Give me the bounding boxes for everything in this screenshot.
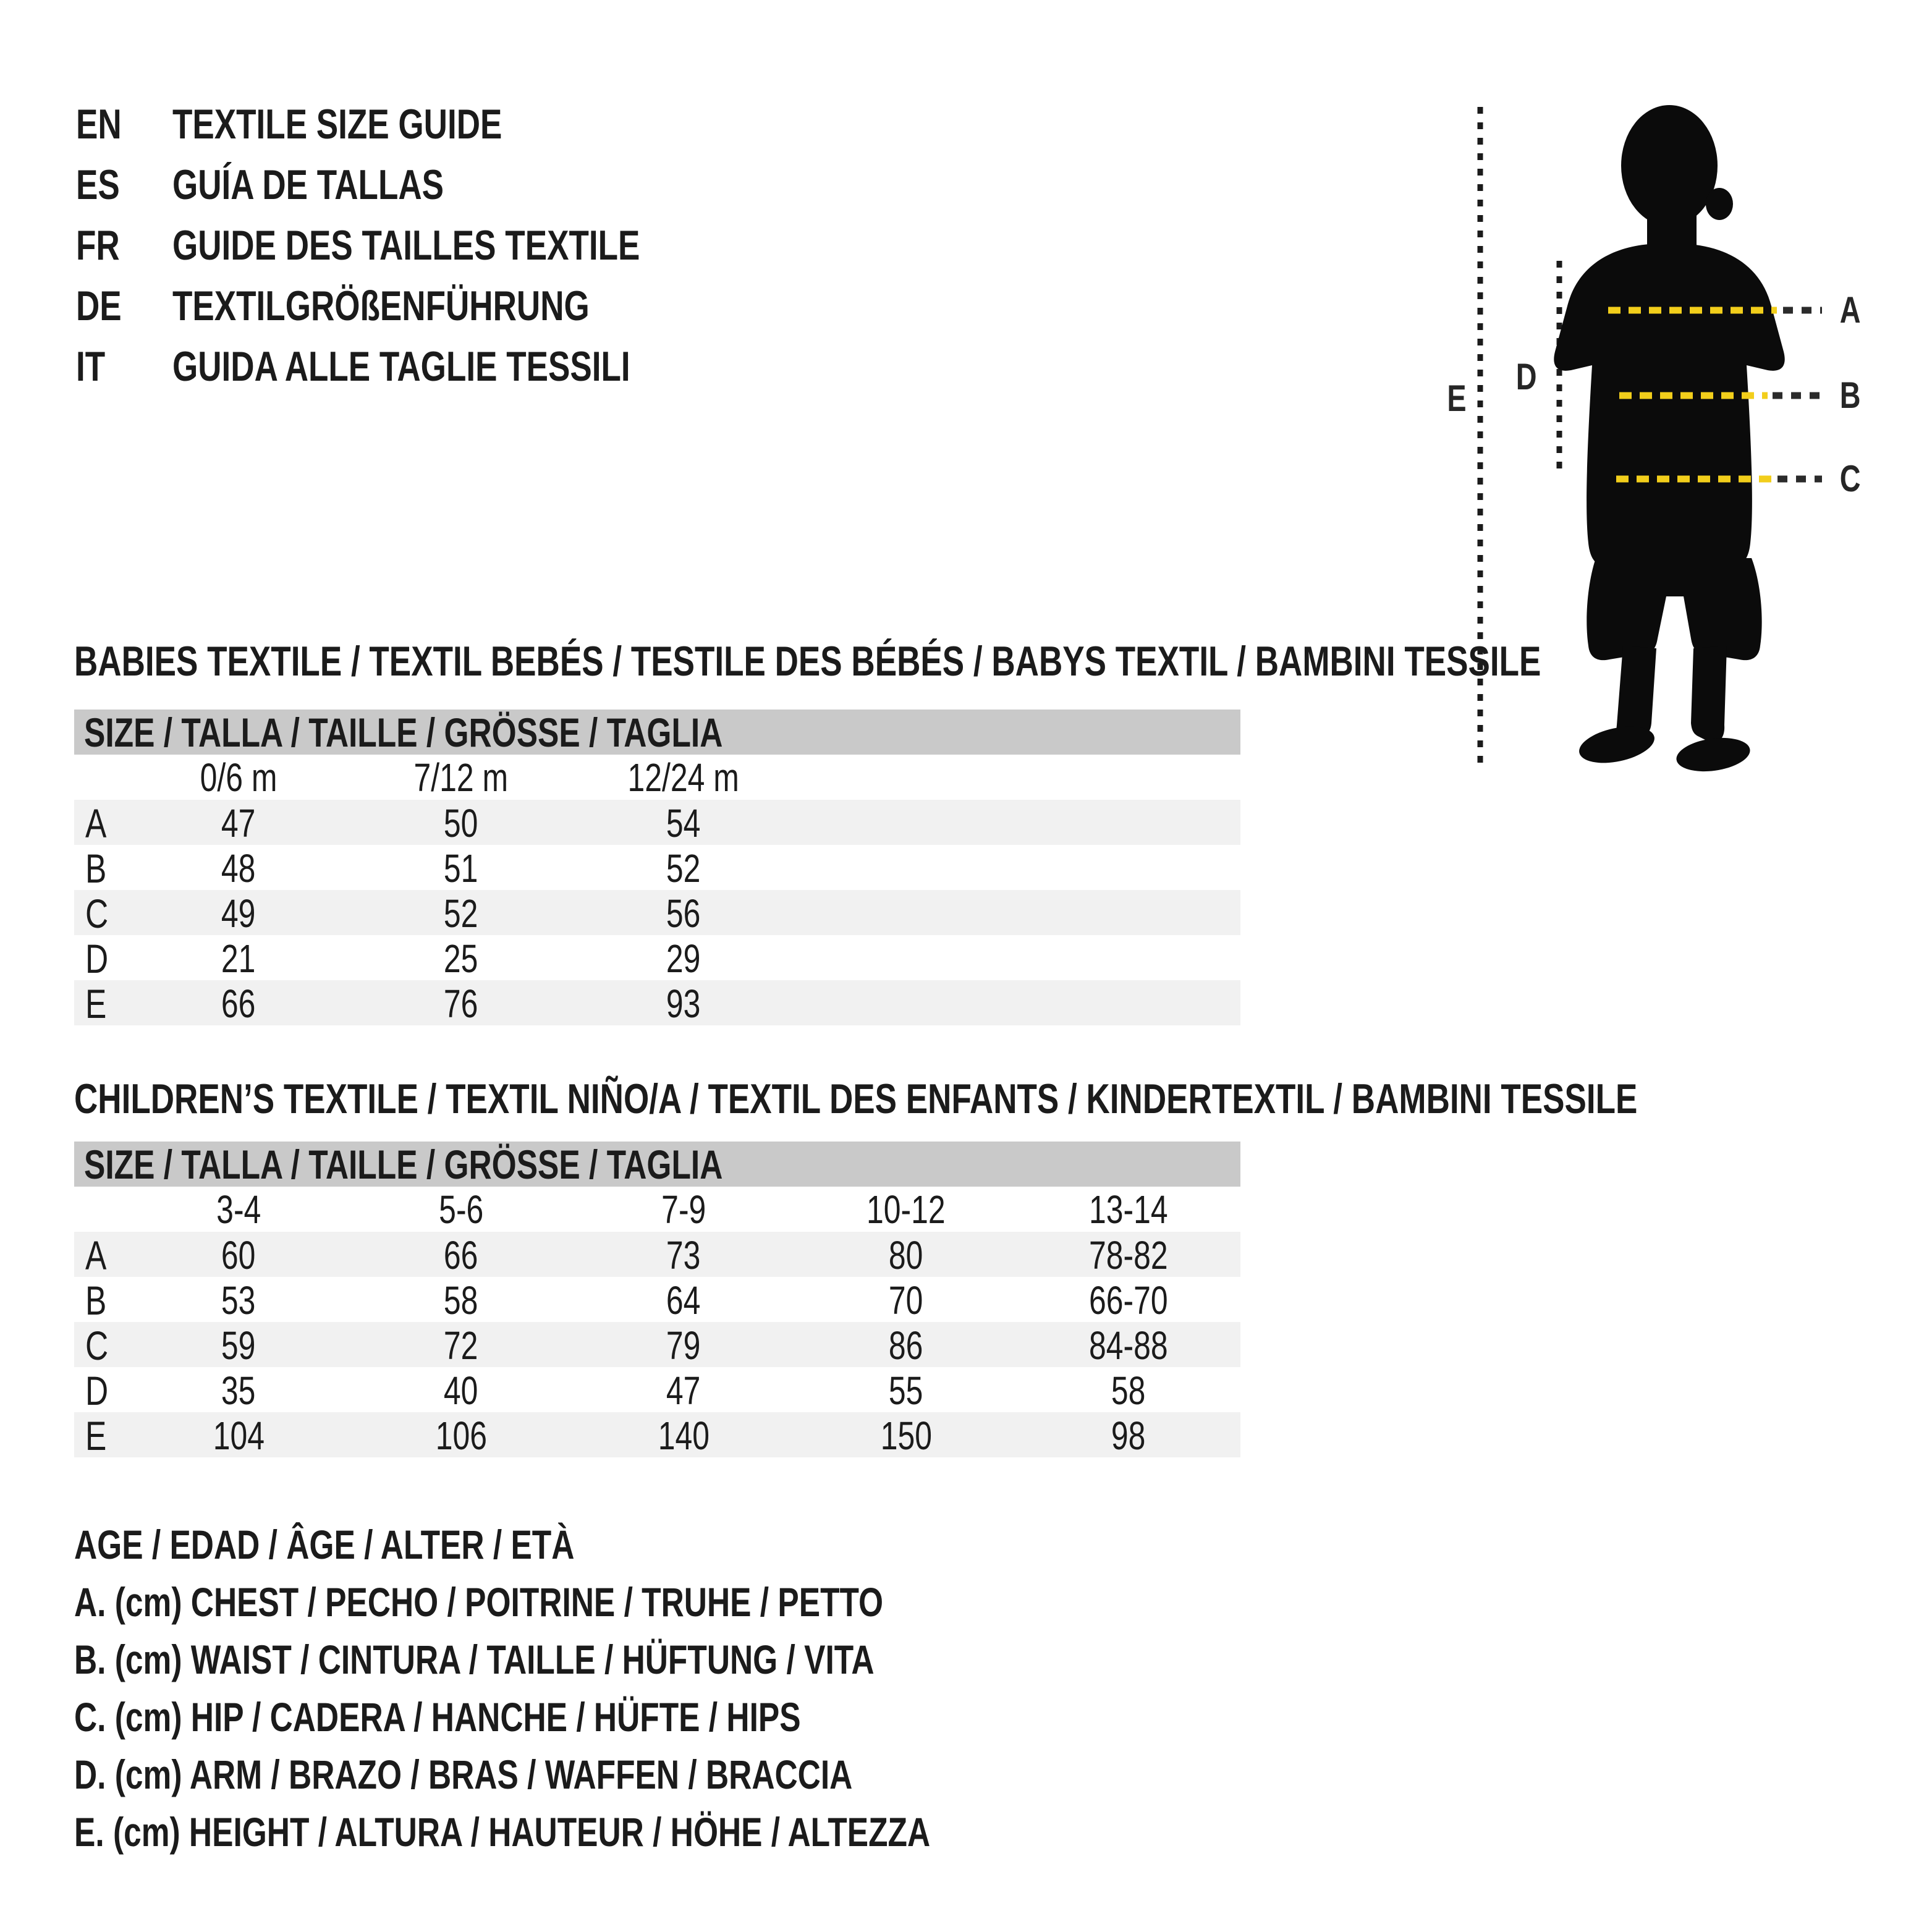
column-header: 10-12	[866, 1187, 946, 1232]
cell-value: 56	[666, 891, 701, 936]
cell-value: 55	[889, 1368, 923, 1413]
cell-value: 51	[444, 846, 478, 891]
column-header: 7-9	[661, 1187, 706, 1232]
table-row	[74, 845, 1240, 890]
guide-title: TEXTILE SIZE GUIDE	[172, 101, 502, 148]
cell-value: 73	[666, 1233, 701, 1277]
cell-value: 76	[444, 981, 478, 1026]
row-label: E	[85, 1413, 107, 1459]
children-section-heading: CHILDREN’S TEXTILE / TEXTIL NIÑO/A / TEXTIL DES ENFANTS / KINDERTEXTIL / BAMBINI TESSILE	[74, 1075, 1638, 1122]
table-row	[74, 800, 1240, 845]
cell-value: 54	[666, 801, 701, 845]
marker-label-waist: B	[1840, 375, 1861, 416]
guide-title: TEXTILGRÖßENFÜHRUNG	[172, 282, 590, 329]
cell-value: 66-70	[1089, 1278, 1168, 1323]
language-code: ES	[76, 161, 120, 208]
column-header: 0/6 m	[200, 755, 278, 800]
row-label: C	[85, 1323, 109, 1368]
language-code: FR	[76, 222, 120, 269]
cell-value: 78-82	[1089, 1233, 1168, 1277]
cell-value: 52	[666, 846, 701, 891]
guide-title: GUIDA ALLE TAGLIE TESSILI	[172, 343, 630, 390]
marker-label-arm: D	[1516, 356, 1537, 397]
row-label: B	[85, 845, 107, 891]
table-row	[74, 1412, 1240, 1457]
cell-value: 60	[221, 1233, 256, 1277]
legend-line-age: AGE / EDAD / ÂGE / ALTER / ETÀ	[74, 1521, 575, 1567]
language-row	[76, 215, 772, 276]
cell-value: 40	[444, 1368, 478, 1413]
row-label: A	[85, 800, 107, 846]
column-header: 5-6	[438, 1187, 484, 1232]
cell-value: 47	[666, 1368, 701, 1413]
cell-value: 104	[213, 1413, 265, 1458]
legend-line-waist: B. (cm) WAIST / CINTURA / TAILLE / HÜFTUNG / VITA	[74, 1636, 875, 1682]
legend-line-arm: D. (cm) ARM / BRAZO / BRAS / WAFFEN / BRACCIA	[74, 1751, 853, 1797]
language-row	[76, 155, 772, 215]
cell-value: 35	[221, 1368, 256, 1413]
cell-value: 48	[221, 846, 256, 891]
row-label: A	[85, 1232, 107, 1278]
cell-value: 150	[880, 1413, 932, 1458]
table-row	[74, 1232, 1240, 1277]
language-code: IT	[76, 343, 106, 390]
marker-label-chest: A	[1840, 289, 1861, 331]
cell-value: 53	[221, 1278, 256, 1323]
row-label: D	[85, 936, 109, 981]
cell-value: 59	[221, 1323, 256, 1368]
legend-line-height: E. (cm) HEIGHT / ALTURA / HAUTEUR / HÖHE / ALTEZZA	[74, 1808, 931, 1855]
cell-value: 58	[444, 1278, 478, 1323]
table-row	[74, 935, 1240, 980]
children-column-header-row	[74, 1187, 1240, 1232]
cell-value: 49	[221, 891, 256, 936]
cell-value: 86	[889, 1323, 923, 1368]
column-header: 12/24 m	[627, 755, 740, 800]
children-size-header-bar: SIZE / TALLA / TAILLE / GRÖSSE / TAGLIA	[74, 1142, 1240, 1187]
language-row	[76, 94, 772, 155]
babies-size-header-bar: SIZE / TALLA / TAILLE / GRÖSSE / TAGLIA	[74, 710, 1240, 755]
guide-title: GUIDE DES TAILLES TEXTILE	[172, 222, 640, 269]
cell-value: 52	[444, 891, 478, 936]
cell-value: 70	[889, 1278, 923, 1323]
cell-value: 50	[444, 801, 478, 845]
cell-value: 64	[666, 1278, 701, 1323]
measurement-legend	[74, 1515, 1172, 1860]
cell-value: 29	[666, 936, 701, 981]
cell-value: 47	[221, 801, 256, 845]
language-row	[76, 276, 772, 336]
marker-label-hip: C	[1840, 458, 1861, 499]
cell-value: 21	[221, 936, 256, 981]
cell-value: 79	[666, 1323, 701, 1368]
table-row	[74, 1322, 1240, 1367]
cell-value: 66	[444, 1233, 478, 1277]
language-title-block	[76, 94, 772, 397]
cell-value: 93	[666, 981, 701, 1026]
children-size-table	[74, 1187, 1240, 1457]
cell-value: 66	[221, 981, 256, 1026]
babies-column-header-row	[74, 755, 1240, 800]
cell-value: 98	[1111, 1413, 1146, 1458]
row-label: C	[85, 891, 109, 936]
cell-value: 72	[444, 1323, 478, 1368]
column-header: 3-4	[216, 1187, 261, 1232]
column-header: 7/12 m	[413, 755, 509, 800]
row-label: B	[85, 1277, 107, 1323]
cell-value: 80	[889, 1233, 923, 1277]
table-row	[74, 1367, 1240, 1412]
cell-value: 84-88	[1089, 1323, 1168, 1368]
language-code: DE	[76, 282, 122, 329]
cell-value: 25	[444, 936, 478, 981]
language-code: EN	[76, 101, 122, 148]
babies-size-table	[74, 755, 1240, 1025]
row-label: D	[85, 1368, 109, 1413]
legend-line-chest: A. (cm) CHEST / PECHO / POITRINE / TRUHE / PETTO	[74, 1578, 884, 1625]
marker-label-height: E	[1447, 378, 1467, 419]
row-label: E	[85, 981, 107, 1027]
legend-line-hip: C. (cm) HIP / CADERA / HANCHE / HÜFTE / HIPS	[74, 1693, 801, 1740]
table-row	[74, 890, 1240, 935]
babies-section-heading: BABIES TEXTILE / TEXTIL BEBÉS / TESTILE DES BÉBÉS / BABYS TEXTIL / BAMBINI TESSILE	[74, 638, 1541, 685]
column-header: 13-14	[1089, 1187, 1168, 1232]
table-row	[74, 980, 1240, 1025]
cell-value: 58	[1111, 1368, 1146, 1413]
cell-value: 106	[435, 1413, 487, 1458]
table-row	[74, 1277, 1240, 1322]
guide-title: GUÍA DE TALLAS	[172, 161, 444, 208]
language-row	[76, 336, 772, 397]
cell-value: 140	[658, 1413, 710, 1458]
